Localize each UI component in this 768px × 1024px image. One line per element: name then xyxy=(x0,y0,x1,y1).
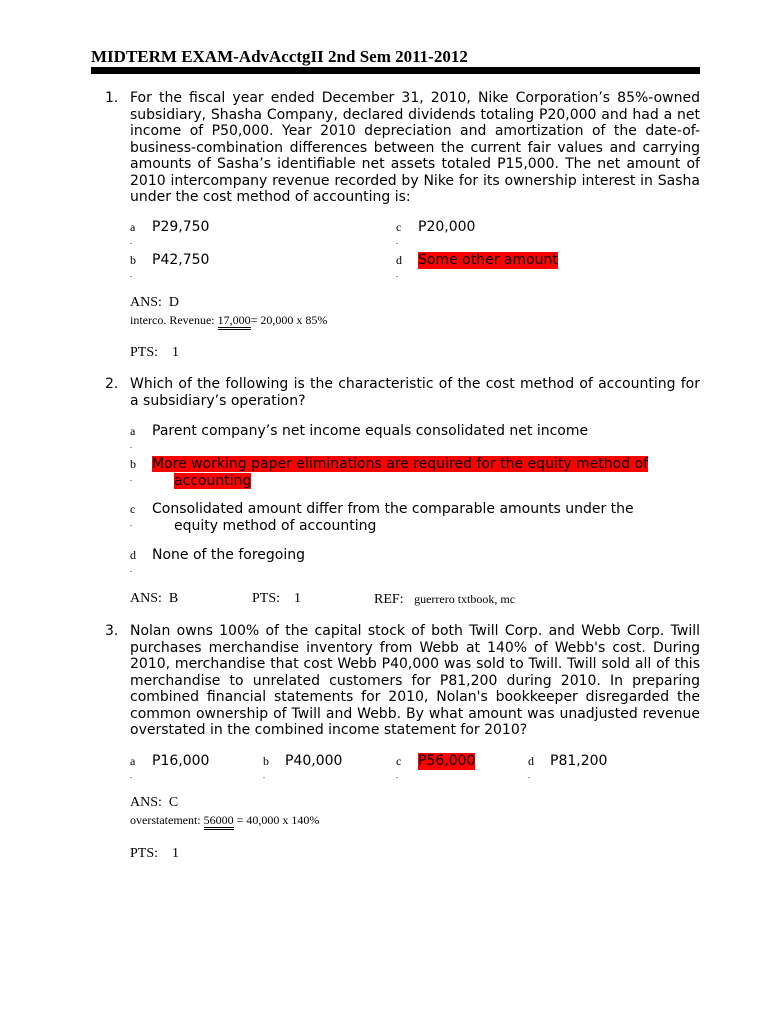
option-text xyxy=(152,501,634,534)
title-rule xyxy=(91,67,700,74)
option-dot: . xyxy=(396,771,398,780)
option-text-line1: Consolidated amount differ from the comparable amounts under the xyxy=(152,501,634,517)
option-text: P20,000 xyxy=(418,219,476,235)
explanation-prefix: overstatement: xyxy=(130,813,204,827)
highlighted-answer: Some other amount xyxy=(418,252,558,268)
option-text: P29,750 xyxy=(152,219,210,235)
option-letter: a xyxy=(130,754,136,768)
option-letter: d xyxy=(528,754,534,768)
points-line xyxy=(252,591,301,607)
option-dot: . xyxy=(130,771,132,780)
option-letter: b xyxy=(263,754,269,768)
explanation-formula: = 40,000 x 140% xyxy=(233,813,320,827)
highlighted-answer: P56,000 xyxy=(418,753,476,769)
option-dot: . xyxy=(528,771,530,780)
option-letter: d xyxy=(130,548,136,562)
option-dot: . xyxy=(130,474,132,483)
option-dot: . xyxy=(396,270,398,279)
option-letter: d xyxy=(396,253,402,267)
points-line xyxy=(130,345,179,361)
option-letter: b xyxy=(130,457,136,471)
option-letter: a xyxy=(130,220,136,234)
answer-line xyxy=(130,295,179,311)
points-value: 1 xyxy=(172,846,180,861)
answer-label: ANS: xyxy=(130,795,162,810)
reference-value: guerrero txtbook, mc xyxy=(414,592,516,606)
explanation-amount: 17,000 xyxy=(218,313,251,330)
highlighted-answer-line2: accounting xyxy=(174,472,252,489)
reference-line xyxy=(374,591,515,608)
option-text: P16,000 xyxy=(152,753,210,769)
answer-line xyxy=(130,591,178,607)
option-dot: . xyxy=(130,441,132,450)
points-label: PTS: xyxy=(130,345,159,360)
option-text: Parent company’s net income equals consolidated net income xyxy=(152,423,589,439)
question-text: Which of the following is the characteristic of the cost method of accounting for a subsidiary’s operation? xyxy=(130,376,700,409)
reference-label: REF: xyxy=(374,592,404,607)
points-label: PTS: xyxy=(130,846,159,861)
explanation-amount: 56000 xyxy=(204,813,234,830)
answer-value: B xyxy=(168,591,179,606)
question-text: For the fiscal year ended December 31, 2010, Nike Corporation’s 85%-owned subsidiary, Shasha Company, declared dividends totaling P20,000 and had a net income of P50,000. Year 2010 depreciation and amortization of the date-of-business-combination differences between the current fair values and carrying amounts of Sasha’s identifiable net assets totaled P15,000. The net amount of 2010 intercompany revenue recorded by Nike for its ownership interest in Sasha under the cost method of accounting is: xyxy=(130,90,700,205)
option-letter: b xyxy=(130,253,136,267)
question-number: 1. xyxy=(105,90,119,106)
option-text: None of the foregoing xyxy=(152,547,306,563)
option-dot: . xyxy=(130,519,132,528)
points-line xyxy=(130,846,179,862)
points-value: 1 xyxy=(294,591,302,606)
option-dot: . xyxy=(263,771,265,780)
page-title: MIDTERM EXAM-AdvAcctgII 2nd Sem 2011-2012 xyxy=(91,47,468,66)
option-letter: a xyxy=(130,424,136,438)
option-dot: . xyxy=(130,237,132,246)
explanation xyxy=(130,313,327,327)
answer-label: ANS: xyxy=(130,295,162,310)
highlighted-answer-line1: More working paper eliminations are required for the equity method of xyxy=(152,456,649,472)
option-letter: c xyxy=(396,754,402,768)
explanation xyxy=(130,813,319,827)
option-text: P40,000 xyxy=(285,753,343,769)
option-letter: c xyxy=(396,220,402,234)
answer-value: D xyxy=(168,295,180,310)
answer-line xyxy=(130,795,178,811)
points-label: PTS: xyxy=(252,591,281,606)
explanation-formula: = 20,000 x 85% xyxy=(250,313,328,327)
option-dot: . xyxy=(130,565,132,574)
answer-label: ANS: xyxy=(130,591,162,606)
option-dot: . xyxy=(396,237,398,246)
option-letter: c xyxy=(130,502,136,516)
option-text: P81,200 xyxy=(550,753,608,769)
option-dot: . xyxy=(130,270,132,279)
question-text: Nolan owns 100% of the capital stock of both Twill Corp. and Webb Corp. Twill purchases merchandise inventory from Webb at 140% of Webb's cost. During 2010, merchandise that cost Webb P40,000 was sold to Twill. Twill sold all of this merchandise to unrelated customers for P81,200 during 2010. In preparing combined financial statements for 2010, Nolan's bookkeeper disregarded the common ownership of Twill and Webb. By what amount was unadjusted revenue overstated in the combined income statement for 2010? xyxy=(130,623,700,738)
question-number: 2. xyxy=(105,376,119,392)
option-text xyxy=(152,456,648,489)
option-text-line2: equity method of accounting xyxy=(174,517,377,534)
option-text: P42,750 xyxy=(152,252,210,268)
explanation-prefix: interco. Revenue: xyxy=(130,313,218,327)
points-value: 1 xyxy=(172,345,180,360)
question-number: 3. xyxy=(105,623,119,639)
answer-value: C xyxy=(168,795,179,810)
